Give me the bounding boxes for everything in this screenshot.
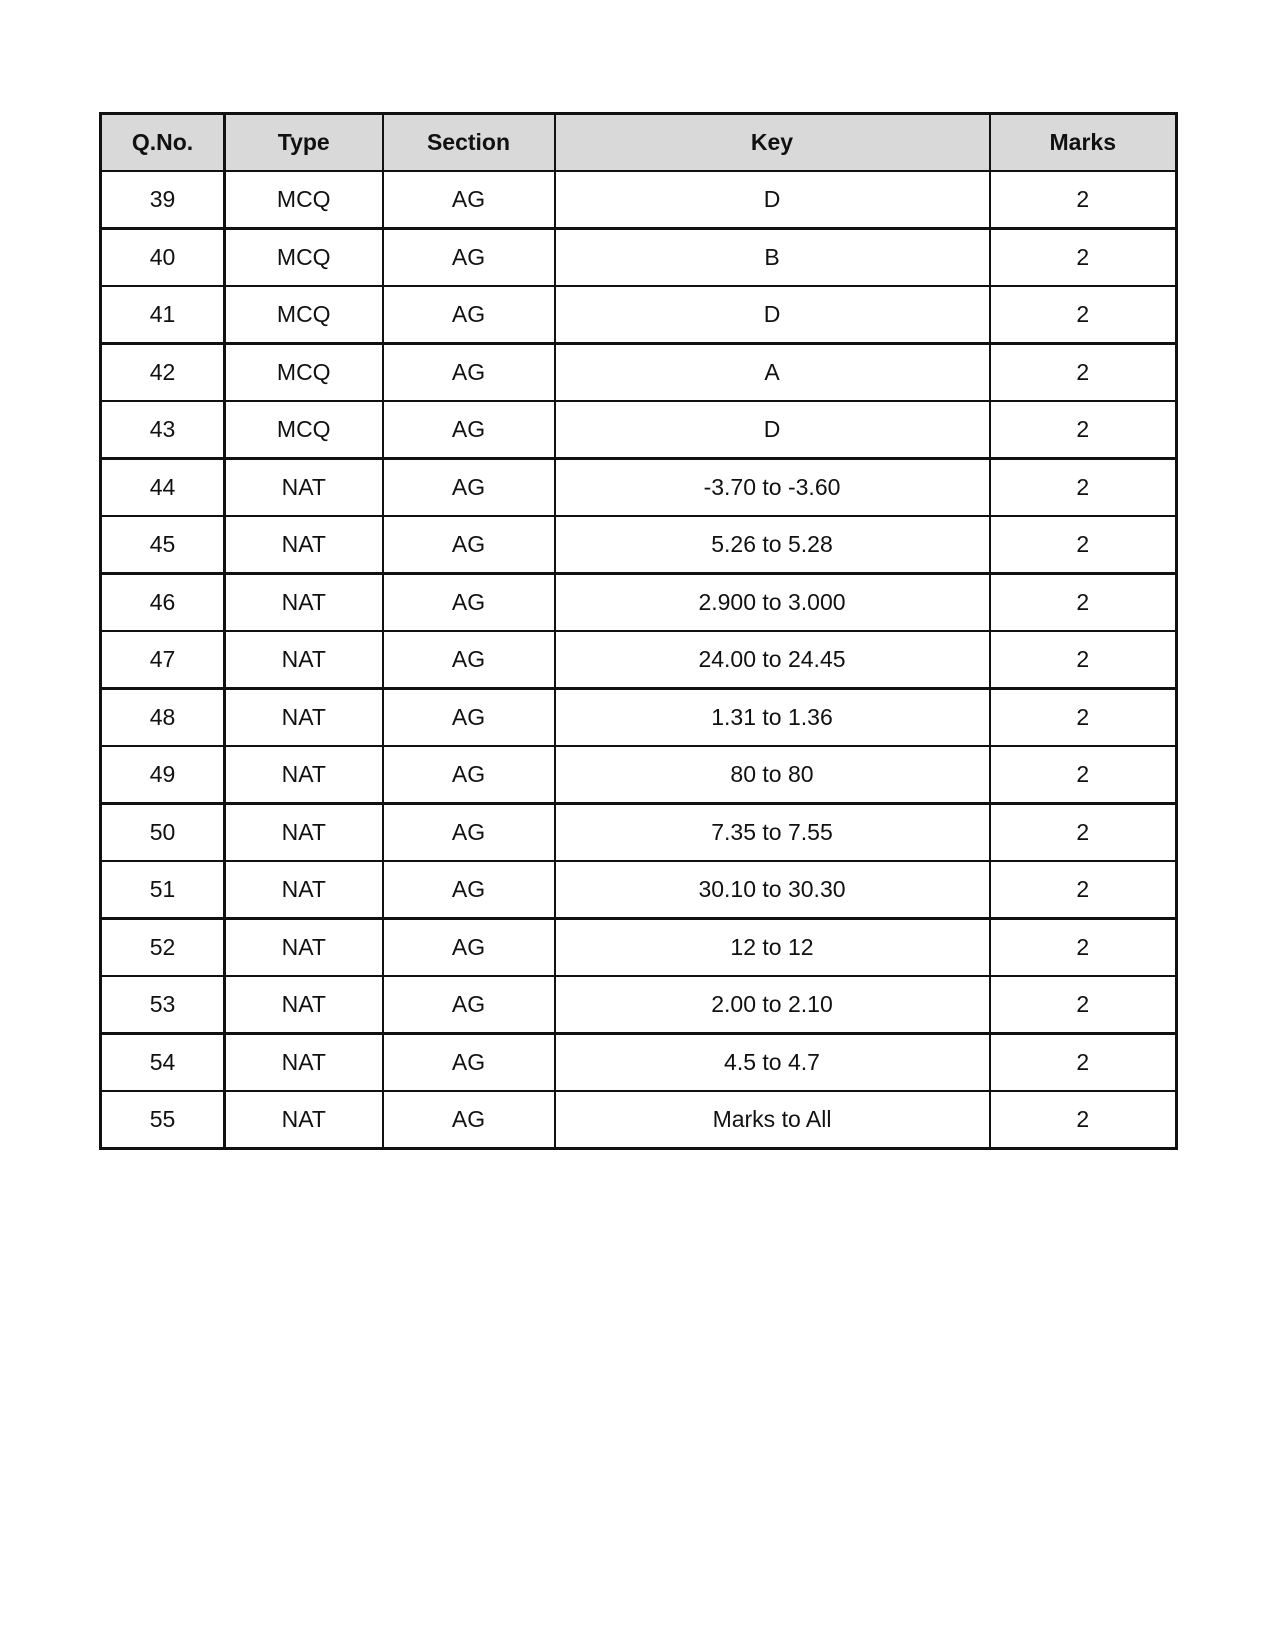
cell-type: NAT	[225, 516, 383, 574]
cell-key: 1.31 to 1.36	[555, 689, 990, 747]
cell-marks: 2	[990, 286, 1177, 344]
cell-qno: 44	[101, 459, 225, 517]
cell-key: D	[555, 286, 990, 344]
cell-section: AG	[383, 459, 555, 517]
cell-key: 24.00 to 24.45	[555, 631, 990, 689]
cell-marks: 2	[990, 401, 1177, 459]
cell-qno: 47	[101, 631, 225, 689]
cell-section: AG	[383, 746, 555, 804]
table-row	[101, 1034, 1177, 1092]
table-row	[101, 976, 1177, 1034]
cell-marks: 2	[990, 171, 1177, 229]
cell-type: NAT	[225, 804, 383, 862]
cell-marks: 2	[990, 746, 1177, 804]
cell-key: 7.35 to 7.55	[555, 804, 990, 862]
cell-key: 80 to 80	[555, 746, 990, 804]
cell-type: MCQ	[225, 171, 383, 229]
cell-key: 4.5 to 4.7	[555, 1034, 990, 1092]
cell-qno: 51	[101, 861, 225, 919]
table-row	[101, 919, 1177, 977]
cell-section: AG	[383, 344, 555, 402]
cell-qno: 43	[101, 401, 225, 459]
table-row	[101, 286, 1177, 344]
cell-key: D	[555, 171, 990, 229]
cell-key: D	[555, 401, 990, 459]
cell-qno: 54	[101, 1034, 225, 1092]
cell-marks: 2	[990, 229, 1177, 287]
table-row	[101, 344, 1177, 402]
cell-marks: 2	[990, 516, 1177, 574]
cell-section: AG	[383, 516, 555, 574]
cell-section: AG	[383, 171, 555, 229]
cell-section: AG	[383, 1091, 555, 1149]
cell-type: MCQ	[225, 229, 383, 287]
cell-type: NAT	[225, 919, 383, 977]
cell-key: 12 to 12	[555, 919, 990, 977]
cell-section: AG	[383, 229, 555, 287]
cell-qno: 55	[101, 1091, 225, 1149]
cell-type: MCQ	[225, 286, 383, 344]
cell-type: NAT	[225, 459, 383, 517]
table-row	[101, 746, 1177, 804]
cell-type: NAT	[225, 976, 383, 1034]
cell-qno: 39	[101, 171, 225, 229]
cell-qno: 41	[101, 286, 225, 344]
cell-marks: 2	[990, 1091, 1177, 1149]
cell-section: AG	[383, 1034, 555, 1092]
cell-type: NAT	[225, 746, 383, 804]
cell-type: MCQ	[225, 401, 383, 459]
cell-qno: 50	[101, 804, 225, 862]
cell-marks: 2	[990, 976, 1177, 1034]
cell-type: NAT	[225, 689, 383, 747]
cell-section: AG	[383, 919, 555, 977]
cell-section: AG	[383, 286, 555, 344]
table-row	[101, 229, 1177, 287]
cell-section: AG	[383, 689, 555, 747]
cell-type: NAT	[225, 861, 383, 919]
cell-type: NAT	[225, 631, 383, 689]
cell-type: NAT	[225, 1034, 383, 1092]
cell-qno: 45	[101, 516, 225, 574]
cell-marks: 2	[990, 631, 1177, 689]
table-row	[101, 861, 1177, 919]
cell-key: 30.10 to 30.30	[555, 861, 990, 919]
cell-section: AG	[383, 804, 555, 862]
cell-key: 2.900 to 3.000	[555, 574, 990, 632]
header-qno: Q.No.	[101, 114, 225, 172]
table-row	[101, 171, 1177, 229]
header-marks: Marks	[990, 114, 1177, 172]
cell-qno: 48	[101, 689, 225, 747]
cell-section: AG	[383, 976, 555, 1034]
header-row	[101, 114, 1177, 172]
cell-qno: 52	[101, 919, 225, 977]
table-row	[101, 631, 1177, 689]
header-section: Section	[383, 114, 555, 172]
cell-type: NAT	[225, 574, 383, 632]
cell-key: 5.26 to 5.28	[555, 516, 990, 574]
cell-qno: 42	[101, 344, 225, 402]
header-type: Type	[225, 114, 383, 172]
cell-marks: 2	[990, 574, 1177, 632]
cell-type: MCQ	[225, 344, 383, 402]
cell-key: Marks to All	[555, 1091, 990, 1149]
cell-qno: 53	[101, 976, 225, 1034]
cell-key: -3.70 to -3.60	[555, 459, 990, 517]
table-row	[101, 516, 1177, 574]
cell-marks: 2	[990, 344, 1177, 402]
answer-key-table	[99, 112, 1178, 1150]
cell-marks: 2	[990, 804, 1177, 862]
table-body	[101, 171, 1177, 1149]
cell-qno: 40	[101, 229, 225, 287]
cell-key: B	[555, 229, 990, 287]
table-row	[101, 804, 1177, 862]
cell-key: A	[555, 344, 990, 402]
header-key: Key	[555, 114, 990, 172]
table-row	[101, 401, 1177, 459]
cell-qno: 46	[101, 574, 225, 632]
cell-section: AG	[383, 574, 555, 632]
cell-marks: 2	[990, 459, 1177, 517]
cell-marks: 2	[990, 689, 1177, 747]
cell-marks: 2	[990, 861, 1177, 919]
table-header	[101, 114, 1177, 172]
cell-marks: 2	[990, 919, 1177, 977]
table-row	[101, 689, 1177, 747]
table-row	[101, 1091, 1177, 1149]
table-row	[101, 574, 1177, 632]
cell-qno: 49	[101, 746, 225, 804]
cell-type: NAT	[225, 1091, 383, 1149]
cell-key: 2.00 to 2.10	[555, 976, 990, 1034]
cell-section: AG	[383, 631, 555, 689]
table-row	[101, 459, 1177, 517]
cell-section: AG	[383, 401, 555, 459]
cell-marks: 2	[990, 1034, 1177, 1092]
cell-section: AG	[383, 861, 555, 919]
